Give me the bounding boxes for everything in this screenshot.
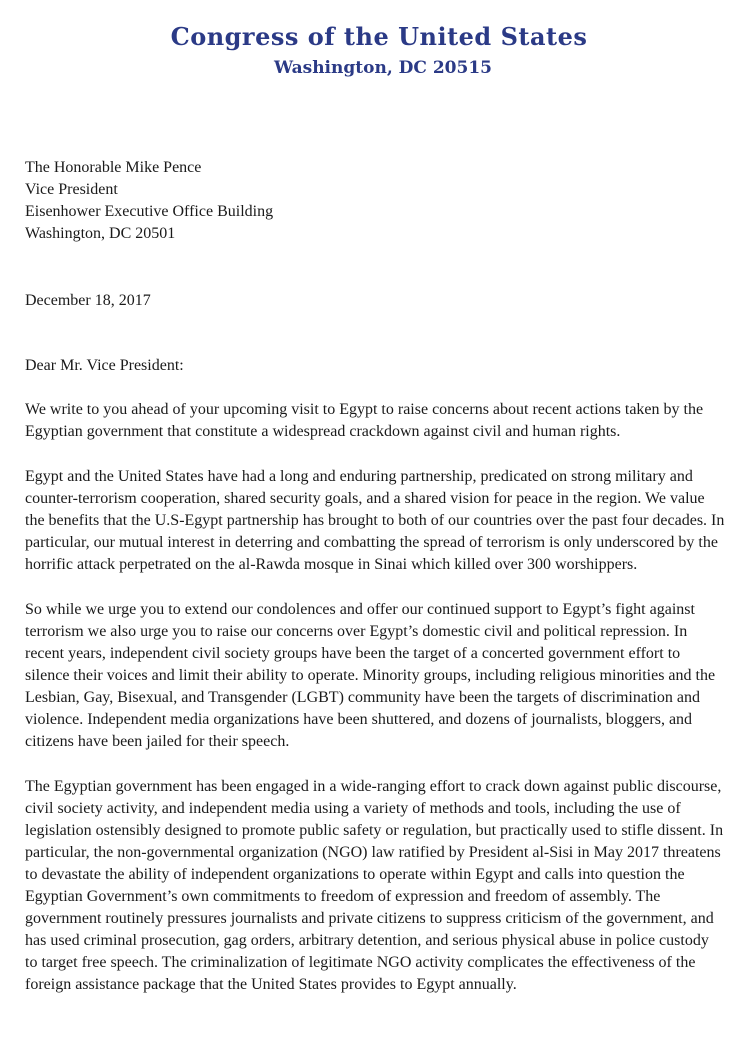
paragraph-2: Egypt and the United States have had a long and enduring partnership, predicated on strong military and counter-terrorism cooperation, shared security goals, and a shared vision for peace in the region. We value the benefits that the U.S-Egypt partnership has brought to both of our countries over the past four decades. In particular, our mutual interest in deterring and combatting the spread of terrorism is only underscored by the horrific attack perpetrated on the al-Rawda mosque in Sinai which killed over 300 worshippers. <box>25 468 725 573</box>
paragraph-1: We write to you ahead of your upcoming visit to Egypt to raise concerns about recent actions taken by the Egyptian government that constitute a widespread crackdown against civil and human rights. <box>25 401 704 440</box>
paragraph-4: The Egyptian government has been engaged in a wide-ranging effort to crack down against public discourse, civil society activity, and independent media using a variety of methods and tools, including the use of legislation ostensibly designed to promote public safety or regulation, but practically used to stifle dissent. In particular, the non-governmental organization (NGO) law ratified by President al-Sisi in May 2017 threatens to devastate the ability of independent organizations to operate within Egypt and calls into question the Egyptian Government’s own commitments to freedom of expression and freedom of assembly. The government routinely pressures journalists and private citizens to suppress criticism of the government, and has used criminal prosecution, gag orders, arbitrary detention, and serious physical abuse in police custody to target free speech. The criminalization of legitimate NGO activity complicates the effectiveness of the foreign assistance package that the United States provides to Egypt annually. <box>25 778 724 993</box>
letter-body <box>25 157 725 996</box>
recipient-city: Washington, DC 20501 <box>25 225 176 242</box>
letter-date: December 18, 2017 <box>25 292 151 309</box>
letterhead-city: Washington, DC 20515 <box>274 58 492 78</box>
letterhead-title: Congress of the United States <box>170 22 588 51</box>
recipient-name: The Honorable Mike Pence <box>25 159 202 176</box>
salutation: Dear Mr. Vice President: <box>25 357 184 374</box>
recipient-building: Eisenhower Executive Office Building <box>25 203 274 220</box>
recipient-title: Vice President <box>25 181 118 198</box>
recipient-address <box>25 157 725 245</box>
letterhead <box>0 22 750 80</box>
paragraph-3: So while we urge you to extend our condolences and offer our continued support to Egypt’s fight against terrorism we also urge you to raise our concerns over Egypt’s domestic civil and political repression. In recent years, independent civil society groups have been the target of a concerted government effort to silence their voices and limit their ability to operate. Minority groups, including religious minorities and the Lesbian, Gay, Bisexual, and Transgender (LGBT) community have been the targets of discrimination and violence. Independent media organizations have been shuttered, and dozens of journalists, bloggers, and citizens have been jailed for their speech. <box>25 601 716 750</box>
